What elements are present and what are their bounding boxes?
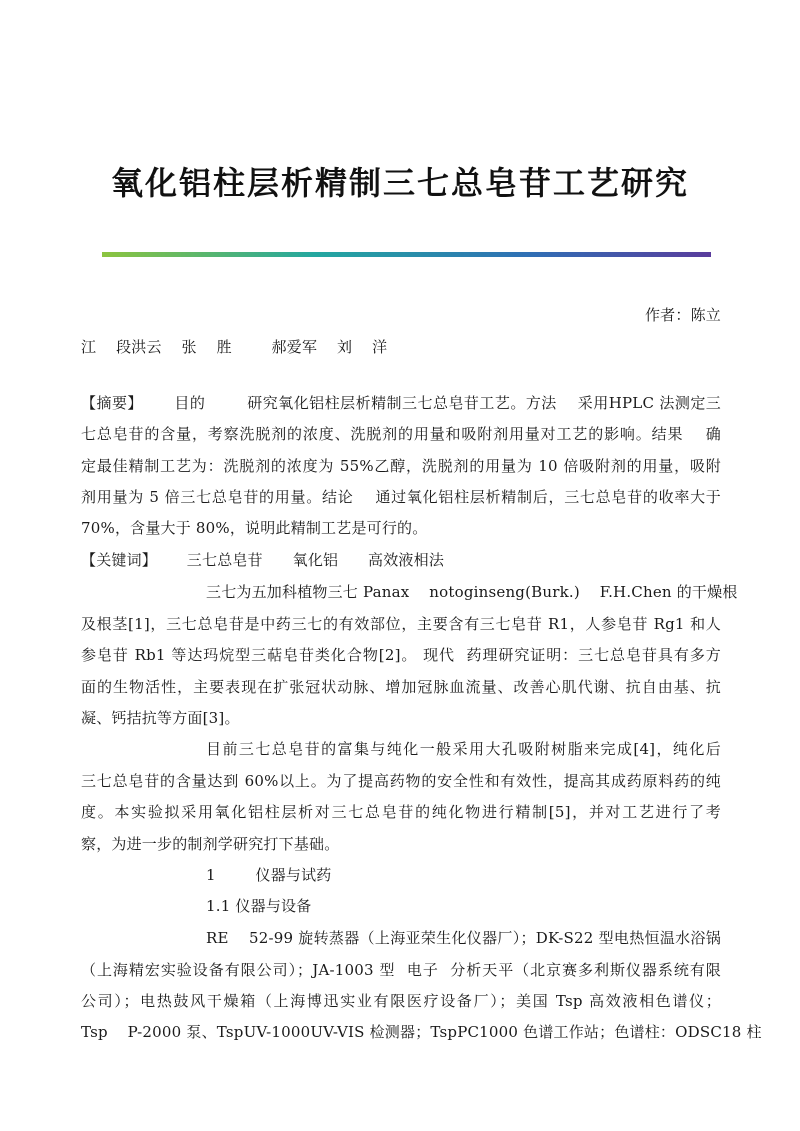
intro-p1-line-5: 凝、钙拮抗等方面[3]。: [81, 709, 240, 727]
section-1-heading: 1 仪器与试药: [206, 866, 332, 884]
abstract-line-1: 【摘要】 目的 研究氧化铝柱层析精制三七总皂苷工艺。方法 采用HPLC 法测定三: [81, 394, 721, 412]
author-line-2: 江 段洪云 张 胜 郝爱军 刘 洋: [81, 338, 388, 356]
keywords: 【关键词】 三七总皂苷 氧化铝 高效液相法: [81, 551, 445, 569]
section-1-1-line-1: RE 52-99 旋转蒸器（上海亚荣生化仪器厂）；DK-S22 型电热恒温水浴锅: [206, 929, 721, 947]
intro-p2-line-4: 察，为进一步的制剂学研究打下基础。: [81, 835, 340, 853]
author-line-1: 作者：陈立: [644, 306, 721, 324]
abstract-line-4: 剂用量为 5 倍三七总皂苷的用量。结论 通过氧化铝柱层析精制后，三七总皂苷的收率大于: [81, 488, 721, 506]
section-1-1-line-3: 公司）；电热鼓风干燥箱（上海博迅实业有限医疗设备厂）；美国 Tsp 高效液相色谱仪；: [81, 992, 721, 1010]
abstract-line-2: 七总皂苷的含量，考察洗脱剂的浓度、洗脱剂的用量和吸附剂用量对工艺的影响。结果 确: [81, 425, 721, 443]
page-title: 氧化铝柱层析精制三七总皂苷工艺研究: [110, 164, 689, 202]
intro-p1-line-2: 及根茎[1]，三七总皂苷是中药三七的有效部位，主要含有三七皂苷 R1，人参皂苷 Rg1 和人: [81, 615, 721, 633]
section-1-1-line-4: Tsp P-2000 泵、TspUV-1000UV-VIS 检测器；TspPC1000 色谱工作站；色谱柱：ODSC18 柱: [81, 1023, 762, 1041]
intro-p1-line-3: 参皂苷 Rb1 等达玛烷型三萜皂苷类化合物[2]。 现代 药理研究证明：三七总皂苷具有多方: [81, 646, 721, 664]
section-1-1-heading: 1.1 仪器与设备: [206, 897, 312, 915]
intro-p1-line-4: 面的生物活性，主要表现在扩张冠状动脉、增加冠脉血流量、改善心肌代谢、抗自由基、抗: [81, 678, 721, 696]
intro-p2-line-2: 三七总皂苷的含量达到 60%以上。为了提高药物的安全性和有效性，提高其成药原料药的纯: [81, 772, 721, 790]
abstract-line-5: 70%，含量大于 80%，说明此精制工艺是可行的。: [81, 519, 428, 537]
section-1-1-line-2: （上海精宏实验设备有限公司）；JA-1003 型 电子 分析天平（北京赛多利斯仪器系统有限: [81, 961, 721, 979]
intro-p2-line-3: 度。本实验拟采用氧化铝柱层析对三七总皂苷的纯化物进行精制[5]，并对工艺进行了考: [81, 803, 721, 821]
title-divider: [102, 252, 711, 257]
abstract-line-3: 定最佳精制工艺为：洗脱剂的浓度为 55%乙醇，洗脱剂的用量为 10 倍吸附剂的用量，吸附: [81, 457, 721, 475]
intro-p1-line-1: 三七为五加科植物三七 Panax notoginseng(Burk.) F.H.Chen 的干燥根: [206, 583, 738, 601]
intro-p2-line-1: 目前三七总皂苷的富集与纯化一般采用大孔吸附树脂来完成[4]，纯化后: [206, 740, 721, 758]
